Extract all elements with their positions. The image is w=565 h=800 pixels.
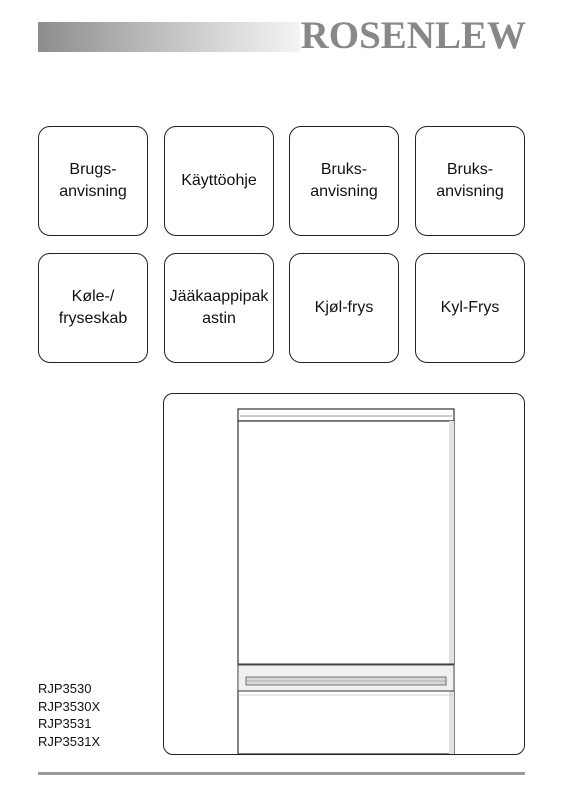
language-box-label: Kyl-Frys xyxy=(440,299,500,316)
language-box-label: Käyttöohje xyxy=(181,172,257,189)
fridge-image-panel xyxy=(163,393,525,755)
language-box-danish-manual xyxy=(38,126,148,236)
language-box-danish-product xyxy=(38,253,148,363)
header-gradient-bar xyxy=(38,22,300,52)
footer-divider xyxy=(38,772,525,775)
model-list xyxy=(38,680,100,750)
language-box-label: Kjøl-frys xyxy=(314,299,374,316)
fridge-freezer-illustration xyxy=(164,394,524,754)
language-box-swedish-product xyxy=(415,253,525,363)
model-number: RJP3530X xyxy=(38,698,101,714)
language-box-norwegian-product xyxy=(289,253,399,363)
language-box-finnish-product xyxy=(164,253,274,363)
language-box-swedish-manual xyxy=(415,126,525,236)
model-number: RJP3530 xyxy=(38,681,92,696)
model-number: RJP3531X xyxy=(38,733,101,749)
language-box-label: Bruks- anvisning xyxy=(436,161,504,200)
language-box-norwegian-manual xyxy=(289,126,399,236)
model-number: RJP3531 xyxy=(38,716,92,731)
language-box-label: Køle-/ fryseskab xyxy=(58,288,128,327)
language-box-finnish-manual xyxy=(164,126,274,236)
language-box-label: Brugs- anvisning xyxy=(59,161,127,200)
brand-logo: ROSENLEW xyxy=(300,14,526,57)
language-box-label: Jääkaappipak astin xyxy=(169,288,269,327)
language-box-label: Bruks- anvisning xyxy=(310,161,378,200)
